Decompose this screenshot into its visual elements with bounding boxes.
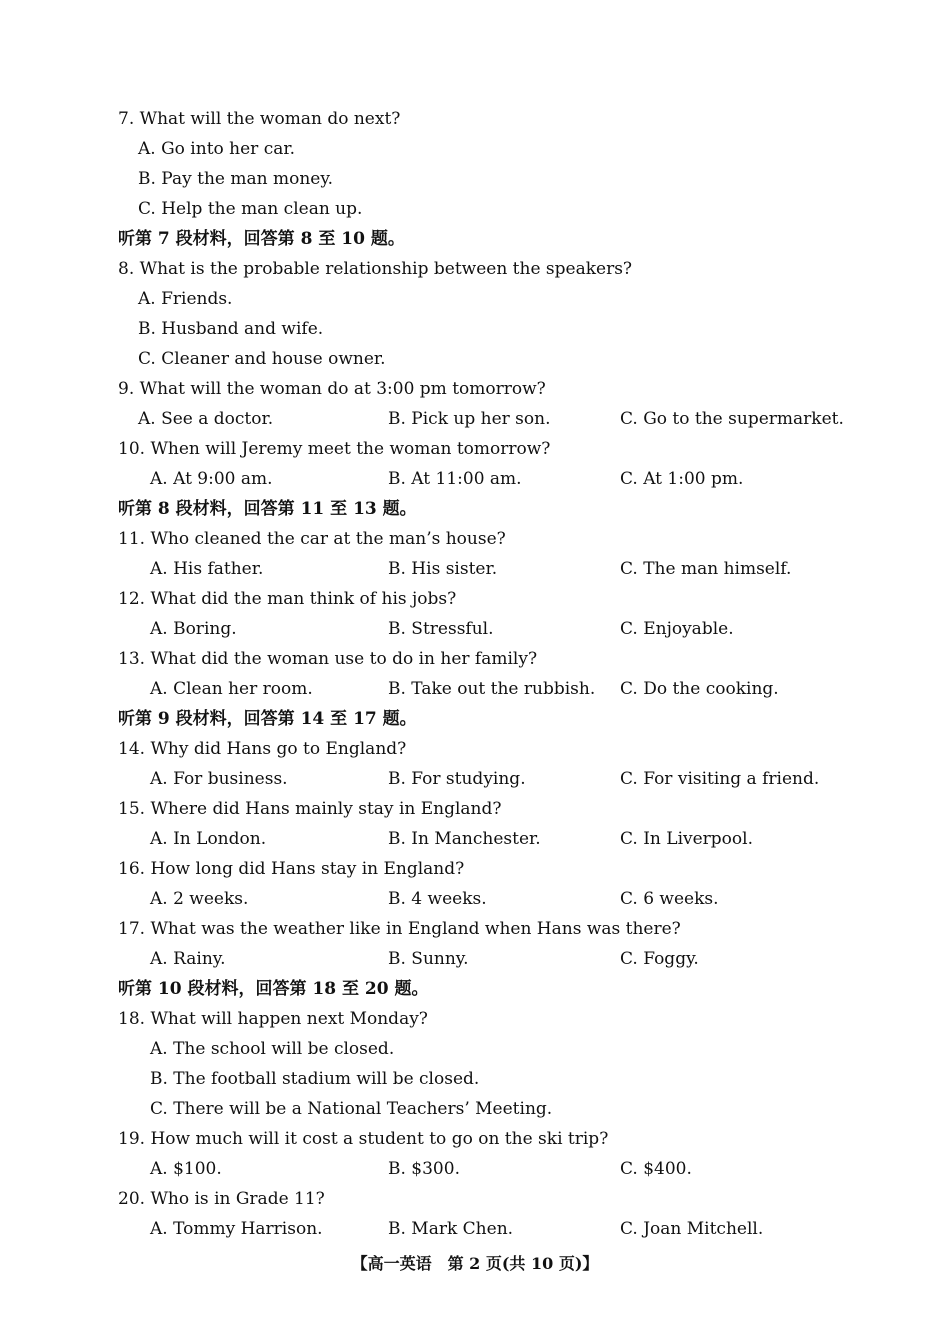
q10-option-c: C. At 1:00 pm. — [620, 469, 744, 489]
q12-option-c: C. Enjoyable. — [620, 619, 734, 639]
q16-options — [0, 886, 950, 912]
question-13: 13. What did the woman use to do in her family? — [118, 649, 538, 669]
q20-option-b: B. Mark Chen. — [388, 1219, 514, 1239]
q16-option-c: C. 6 weeks. — [620, 889, 719, 909]
q17-option-c: C. Foggy. — [620, 949, 699, 969]
question-17: 17. What was the weather like in England when Hans was there? — [118, 919, 681, 939]
question-10: 10. When will Jeremy meet the woman tomorrow? — [118, 439, 551, 459]
section-header-10: 听第 10 段材料，回答第 18 至 20 题。 — [118, 979, 429, 999]
q8-option-a: A. Friends. — [138, 289, 233, 309]
q10-option-b: B. At 11:00 am. — [388, 469, 522, 489]
question-15: 15. Where did Hans mainly stay in England? — [118, 799, 502, 819]
q13-option-c: C. Do the cooking. — [620, 679, 779, 699]
question-9: 9. What will the woman do at 3:00 pm tomorrow? — [118, 379, 546, 399]
question-20: 20. Who is in Grade 11? — [118, 1189, 325, 1209]
q13-option-a: A. Clean her room. — [150, 679, 313, 699]
q10-options — [0, 466, 950, 492]
q13-options — [0, 676, 950, 702]
q7-option-b: B. Pay the man money. — [138, 169, 334, 189]
q19-option-c: C. $400. — [620, 1159, 692, 1179]
q12-option-a: A. Boring. — [150, 619, 237, 639]
q12-options — [0, 616, 950, 642]
q9-options — [0, 406, 950, 432]
question-18: 18. What will happen next Monday? — [118, 1009, 428, 1029]
q14-option-c: C. For visiting a friend. — [620, 769, 820, 789]
q13-option-b: B. Take out the rubbish. — [388, 679, 596, 699]
q9-option-b: B. Pick up her son. — [388, 409, 551, 429]
q11-options — [0, 556, 950, 582]
question-8: 8. What is the probable relationship between the speakers? — [118, 259, 633, 279]
q20-option-c: C. Joan Mitchell. — [620, 1219, 764, 1239]
q17-options — [0, 946, 950, 972]
q17-option-b: B. Sunny. — [388, 949, 469, 969]
question-14: 14. Why did Hans go to England? — [118, 739, 407, 759]
question-12: 12. What did the man think of his jobs? — [118, 589, 457, 609]
q15-options — [0, 826, 950, 852]
q17-option-a: A. Rainy. — [150, 949, 226, 969]
q18-option-b: B. The football stadium will be closed. — [150, 1069, 480, 1089]
q8-option-b: B. Husband and wife. — [138, 319, 324, 339]
q10-option-a: A. At 9:00 am. — [150, 469, 273, 489]
q11-option-c: C. The man himself. — [620, 559, 792, 579]
q12-option-b: B. Stressful. — [388, 619, 494, 639]
q20-option-a: A. Tommy Harrison. — [150, 1219, 323, 1239]
q16-option-a: A. 2 weeks. — [150, 889, 249, 909]
q11-option-b: B. His sister. — [388, 559, 498, 579]
q15-option-c: C. In Liverpool. — [620, 829, 753, 849]
q16-option-b: B. 4 weeks. — [388, 889, 487, 909]
question-19: 19. How much will it cost a student to go on the ski trip? — [118, 1129, 609, 1149]
q11-option-a: A. His father. — [150, 559, 264, 579]
q20-options — [0, 1216, 950, 1242]
q9-option-c: C. Go to the supermarket. — [620, 409, 844, 429]
q7-option-a: A. Go into her car. — [138, 139, 296, 159]
q9-option-a: A. See a doctor. — [138, 409, 274, 429]
q14-options — [0, 766, 950, 792]
page-footer: 【高一英语 第 2 页(共 10 页)】 — [351, 1254, 599, 1273]
section-header-9: 听第 9 段材料，回答第 14 至 17 题。 — [118, 709, 417, 729]
question-16: 16. How long did Hans stay in England? — [118, 859, 465, 879]
q14-option-b: B. For studying. — [388, 769, 526, 789]
q18-option-c: C. There will be a National Teachers’ Meeting. — [150, 1099, 553, 1119]
q14-option-a: A. For business. — [150, 769, 288, 789]
question-7: 7. What will the woman do next? — [118, 109, 401, 129]
q19-option-b: B. $300. — [388, 1159, 460, 1179]
q19-options — [0, 1156, 950, 1182]
q15-option-b: B. In Manchester. — [388, 829, 541, 849]
question-11: 11. Who cleaned the car at the man’s house? — [118, 529, 506, 549]
q8-option-c: C. Cleaner and house owner. — [138, 349, 386, 369]
section-header-7: 听第 7 段材料，回答第 8 至 10 题。 — [118, 229, 405, 249]
q15-option-a: A. In London. — [150, 829, 267, 849]
q7-option-c: C. Help the man clean up. — [138, 199, 363, 219]
q18-option-a: A. The school will be closed. — [150, 1039, 395, 1059]
q19-option-a: A. $100. — [150, 1159, 222, 1179]
section-header-8: 听第 8 段材料，回答第 11 至 13 题。 — [118, 499, 417, 519]
